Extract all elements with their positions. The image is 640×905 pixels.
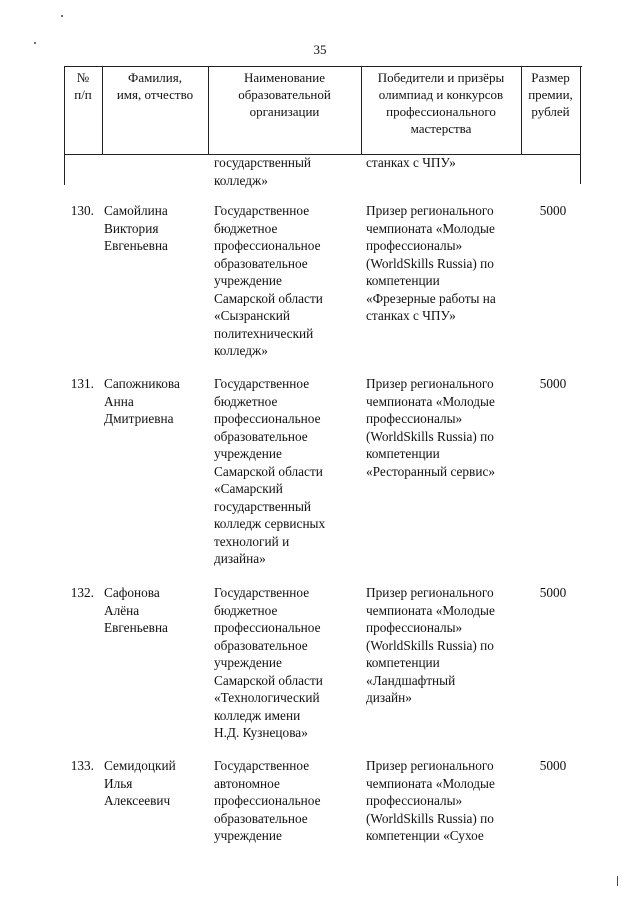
row-name: Семидоцкий Илья Алексеевич	[104, 758, 176, 808]
row-organization: Государственное автономное профессиональное образовательное учреждение	[214, 758, 321, 843]
row-achievement: Призер регионального чемпионата «Молодые профессионалы» (WorldSkills Russia) по компетенции «Ландшафтный дизайн»	[366, 585, 495, 705]
table-right-border-continued	[580, 154, 581, 184]
row-achievement: Призер регионального чемпионата «Молодые профессионалы» (WorldSkills Russia) по компетенции «Ресторанный сервис»	[366, 376, 496, 479]
row-achievement: Призер регионального чемпионата «Молодые профессионалы» (WorldSkills Russia) по компетенции «Фрезерные работы на станках с ЧПУ»	[366, 203, 496, 323]
page-number: 35	[313, 42, 327, 57]
row-name: Сапожникова Анна Дмитриевна	[104, 376, 180, 426]
row-prize: 5000	[539, 758, 567, 773]
row-organization: Государственное бюджетное профессиональное образовательное учреждение Самарской области «Сызранский политехнический колледж»	[214, 203, 323, 358]
header-bottom-border	[64, 154, 581, 155]
row-number: 133.	[70, 758, 94, 773]
row-achievement: Призер регионального чемпионата «Молодые профессионалы» (WorldSkills Russia) по компетенции «Сухое	[366, 758, 495, 843]
header-winners: Победители и призёры олимпиад и конкурсов профессионального мастерства	[377, 70, 505, 136]
header-organization: Наименование образовательной организации	[238, 70, 331, 119]
row-prize: 5000	[539, 585, 567, 600]
row-number: 131.	[70, 376, 94, 391]
row-number: 132.	[70, 585, 94, 600]
row-name: Сафонова Алёна Евгеньевна	[104, 585, 168, 635]
row-name: Самойлина Виктория Евгеньевна	[104, 203, 168, 253]
row-prize: 5000	[539, 203, 567, 218]
row-number: 130.	[70, 203, 94, 218]
continuation-org: государственный колледж»	[214, 155, 312, 188]
row-prize: 5000	[539, 376, 567, 391]
continuation-achievement: станках с ЧПУ»	[366, 155, 456, 170]
row-organization: Государственное бюджетное профессиональное образовательное учреждение Самарской области «Технологический колледж имени Н.Д. Кузнецова»	[214, 585, 323, 740]
header-prize: Размер премии, рублей	[528, 70, 573, 119]
header-name: Фамилия, имя, отчество	[116, 70, 194, 102]
table-right-border	[580, 66, 581, 154]
scan-speck	[61, 15, 63, 17]
row-organization: Государственное бюджетное профессиональное образовательное учреждение Самарской области «Самарский государственный колледж сервисных технологий и дизайна»	[214, 376, 326, 566]
scan-speck	[617, 876, 618, 886]
header-num: № п/п	[74, 70, 92, 102]
